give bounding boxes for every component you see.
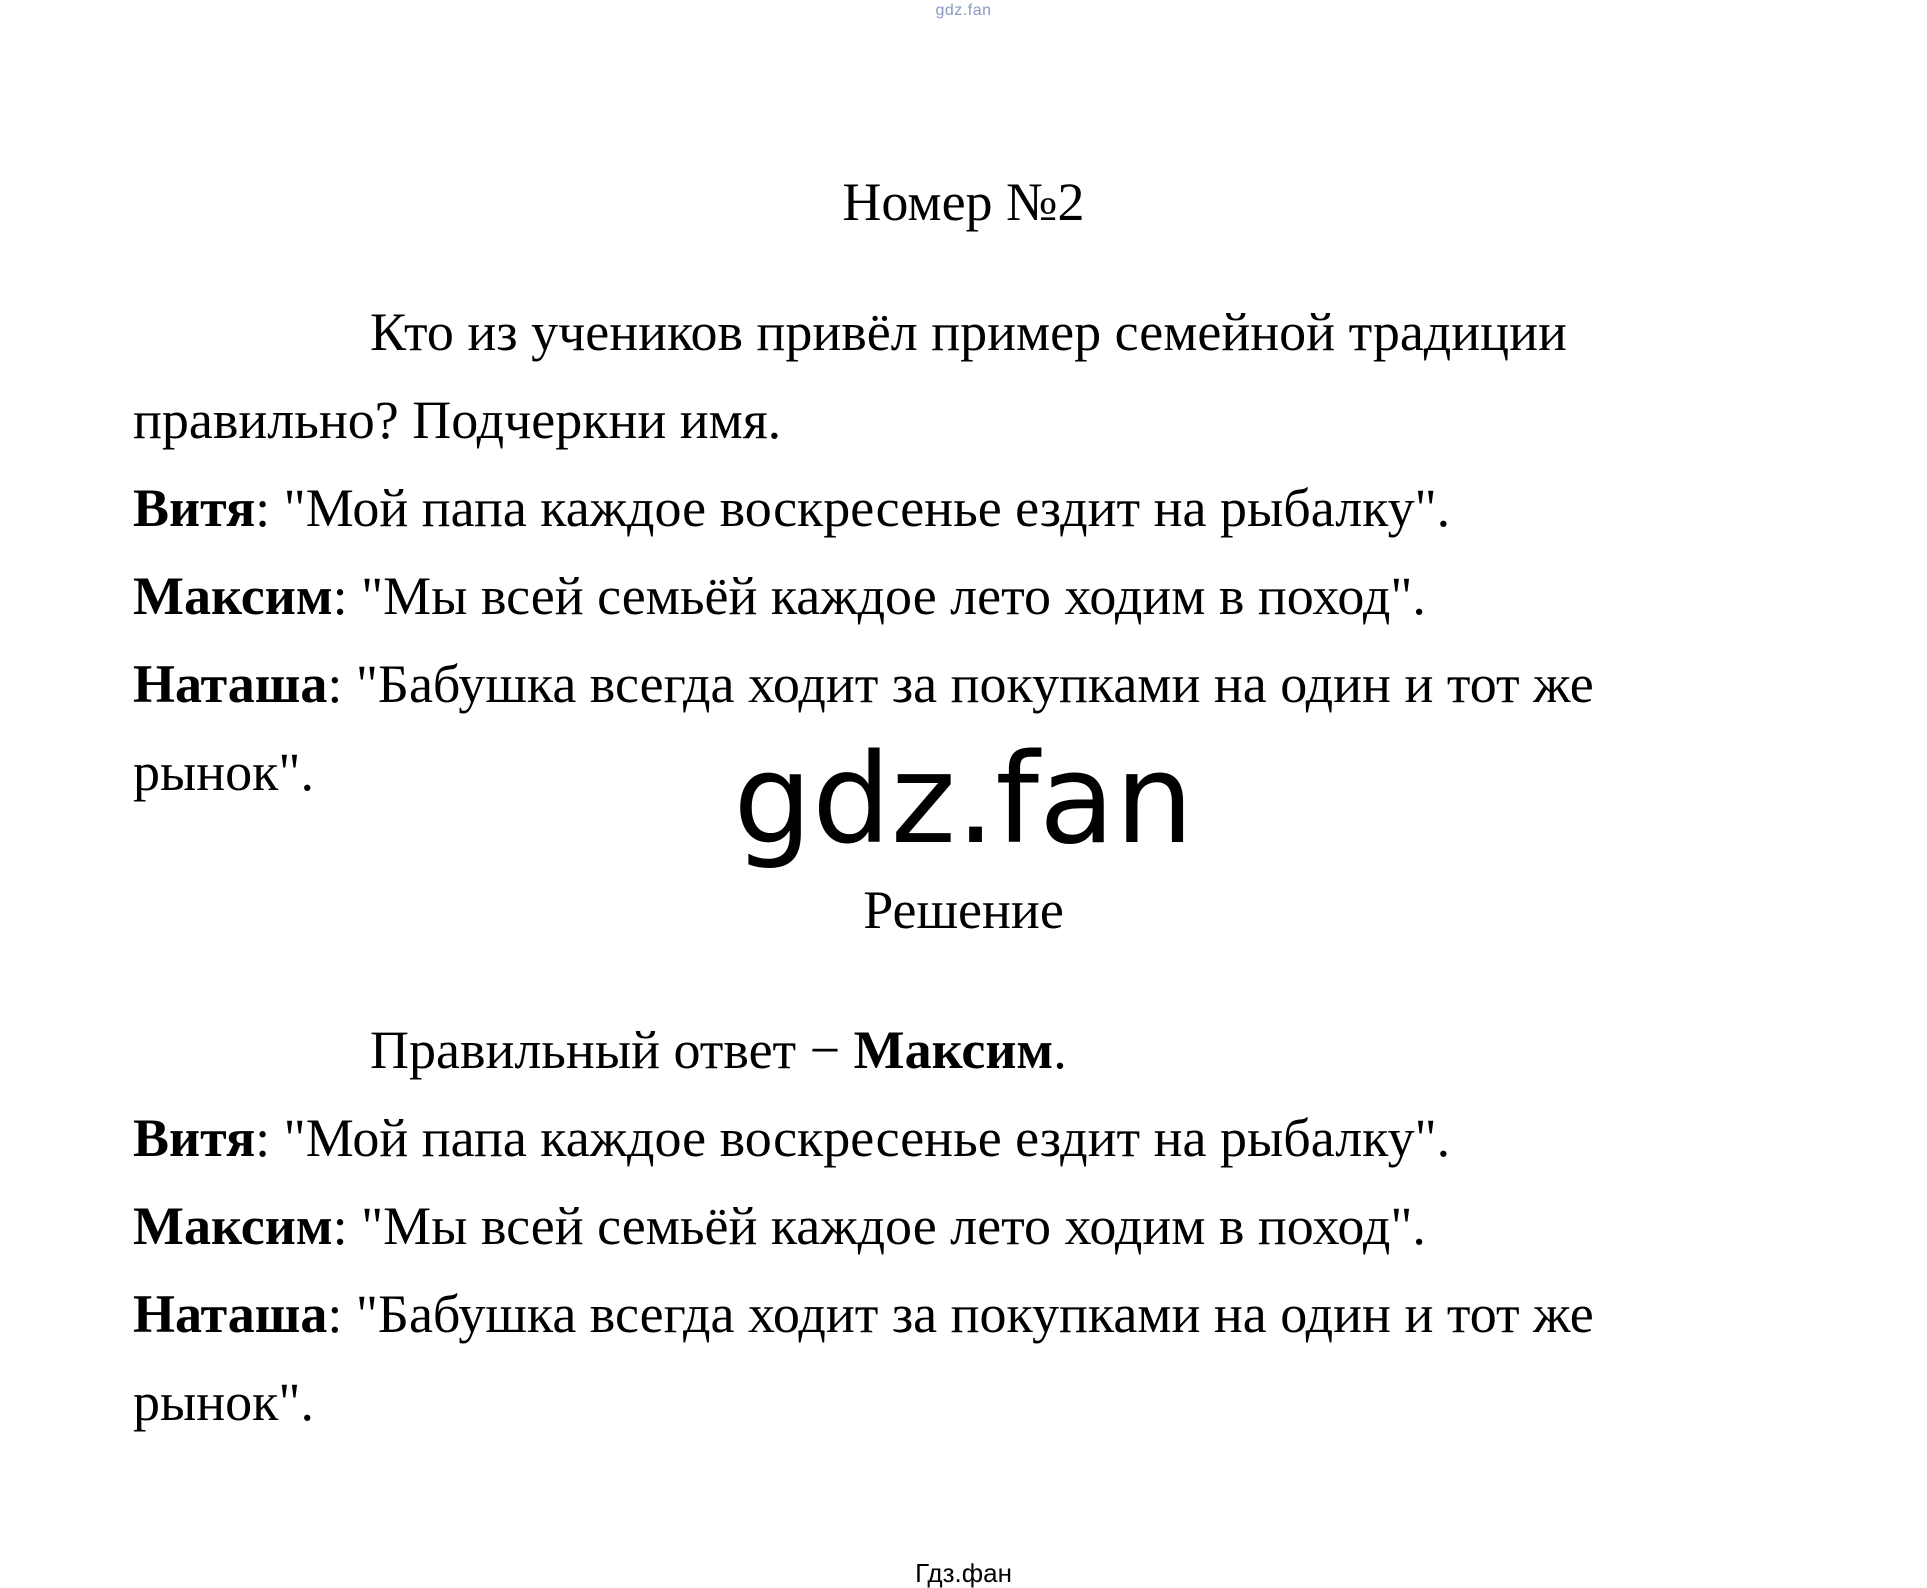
task-answer-vitya [133,478,1451,538]
center-watermark: gdz.fan [733,728,1194,872]
student-name: Наташа [133,1284,328,1344]
question-line-1: Кто из учеников привёл пример семейной традиции [370,302,1567,362]
correct-answer-suffix: . [1053,1020,1067,1080]
task-answer-maksim [133,566,1426,626]
solution-answer-natasha-continuation: рынок". [133,1372,314,1432]
student-quote: : "Бабушка всегда ходит за покупками на один и тот же [327,654,1594,714]
student-name: Витя [133,1108,256,1168]
student-quote: : "Мы всей семьёй каждое лето ходим в поход". [332,566,1426,626]
student-name: Наташа [133,654,328,714]
correct-answer-name: Максим [853,1020,1054,1080]
top-watermark: gdz.fan [935,2,992,19]
student-name: Максим [133,1196,333,1256]
footer-watermark: Гдз.фан [915,1558,1012,1588]
correct-answer-line [370,1020,1067,1080]
student-quote: : "Мой папа каждое воскресенье ездит на рыбалку". [255,1108,1451,1168]
question-line-2: правильно? Подчеркни имя. [133,390,782,450]
solution-answer-natasha [133,1284,1594,1344]
task-answer-natasha-continuation: рынок". [133,742,314,802]
correct-answer-prefix: Правильный ответ − [370,1020,854,1080]
solution-title: Решение [863,880,1064,940]
solution-answer-maksim [133,1196,1426,1256]
task-title: Номер №2 [842,172,1085,232]
student-name: Максим [133,566,333,626]
student-name: Витя [133,478,256,538]
student-quote: : "Мой папа каждое воскресенье ездит на рыбалку". [255,478,1451,538]
solution-answer-vitya [133,1108,1451,1168]
student-quote: : "Бабушка всегда ходит за покупками на один и тот же [327,1284,1594,1344]
student-quote: : "Мы всей семьёй каждое лето ходим в поход". [332,1196,1426,1256]
task-answer-natasha [133,654,1594,714]
